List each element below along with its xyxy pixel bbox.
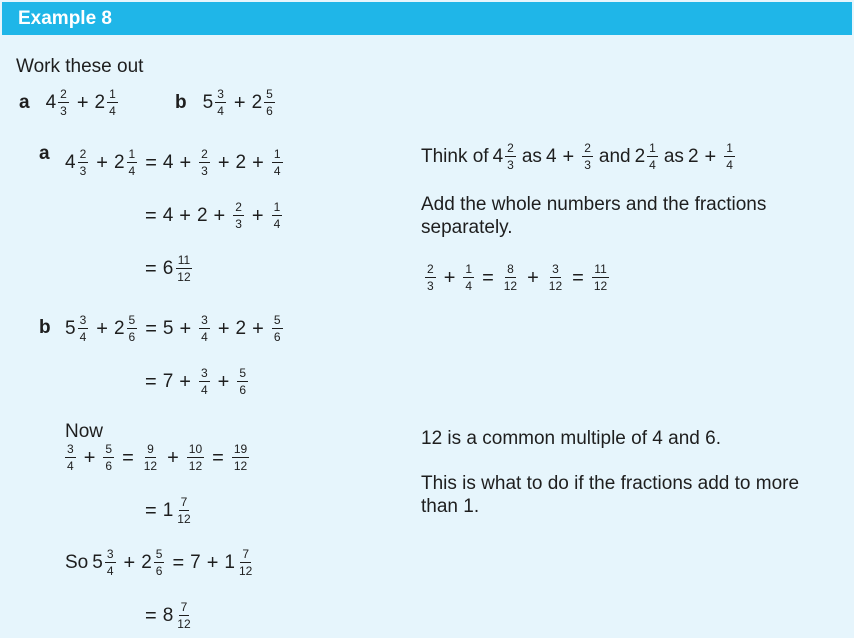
fraction	[107, 88, 118, 117]
whole-number: 4	[545, 146, 557, 167]
fraction	[505, 142, 516, 171]
numerator: 2	[584, 141, 591, 155]
mixed-whole: 6	[162, 258, 174, 279]
numerator: 3	[106, 547, 114, 561]
note-text: as	[521, 146, 542, 167]
equals-sign: =	[122, 446, 134, 469]
number: 6	[705, 428, 716, 449]
so-label: So	[65, 552, 89, 573]
denominator: 4	[273, 217, 281, 231]
fraction	[502, 263, 519, 292]
mixed-whole: 2	[251, 92, 263, 113]
numerator: 3	[217, 87, 224, 101]
question-b-label: b	[175, 92, 187, 113]
fraction	[592, 263, 609, 292]
question-intro: Work these out	[16, 56, 144, 77]
numerator: 5	[105, 442, 113, 456]
plus-sign: +	[179, 204, 191, 227]
fraction	[264, 88, 275, 117]
denominator: 12	[188, 459, 203, 473]
whole-number: 2	[235, 318, 247, 339]
plus-sign: +	[179, 370, 191, 393]
numerator: 1	[649, 141, 656, 155]
numerator: 3	[201, 313, 208, 327]
plus-sign: +	[251, 204, 264, 227]
numerator: 2	[201, 147, 208, 161]
whole-number: 5	[162, 318, 174, 339]
numerator: 1	[109, 87, 116, 101]
numerator: 7	[180, 495, 188, 509]
equals-sign: =	[172, 551, 185, 574]
whole-number: 2	[196, 205, 208, 226]
fraction	[272, 201, 283, 230]
note-add-line1: Add the whole numbers and the fractions	[421, 194, 767, 215]
fraction	[65, 443, 76, 472]
denominator: 6	[266, 104, 273, 118]
plus-sign: +	[217, 317, 230, 340]
numerator: 1	[273, 200, 281, 214]
fraction	[463, 263, 474, 292]
plus-sign: +	[527, 266, 539, 289]
fraction	[425, 263, 436, 292]
denominator: 12	[233, 459, 248, 473]
fraction	[582, 142, 593, 171]
question-a	[19, 88, 120, 117]
equals-sign: =	[145, 370, 157, 393]
solution-a-line3	[145, 254, 195, 283]
fraction	[78, 314, 89, 343]
denominator: 12	[143, 459, 158, 473]
whole-number: 7	[162, 371, 174, 392]
now-result	[145, 496, 195, 525]
mixed-whole: 8	[162, 605, 174, 626]
numerator: 2	[427, 262, 434, 276]
equals-sign: =	[212, 446, 224, 469]
mixed-whole: 4	[45, 92, 57, 113]
note-text: than	[421, 496, 464, 517]
question-a-label: a	[19, 92, 30, 113]
fraction	[154, 548, 165, 577]
plus-sign: +	[76, 91, 89, 114]
note-what-line2	[421, 495, 479, 519]
fraction	[199, 314, 210, 343]
denominator: 4	[200, 383, 208, 397]
fraction	[105, 548, 116, 577]
now-line	[63, 443, 251, 472]
denominator: 3	[427, 279, 434, 293]
numerator: 10	[188, 442, 203, 456]
mixed-whole: 2	[634, 146, 646, 167]
denominator: 12	[239, 564, 253, 578]
equals-sign: =	[145, 499, 157, 522]
example-header: Example 8	[2, 2, 852, 35]
plus-sign: +	[167, 446, 179, 469]
fraction	[237, 367, 248, 396]
denominator: 3	[507, 158, 514, 172]
note-think-of	[421, 142, 737, 171]
mixed-whole: 5	[65, 318, 76, 339]
fraction	[142, 443, 159, 472]
numerator: 5	[239, 366, 247, 380]
numerator: 2	[507, 141, 514, 155]
plus-sign: +	[252, 317, 264, 340]
note-text: is a common multiple of	[442, 428, 653, 449]
mixed-whole: 1	[224, 552, 235, 573]
numerator: 5	[155, 547, 163, 561]
denominator: 3	[235, 217, 242, 231]
denominator: 6	[239, 383, 247, 397]
final-result	[145, 601, 195, 630]
denominator: 3	[79, 164, 87, 178]
fraction	[272, 314, 283, 343]
mixed-whole: 5	[202, 92, 214, 113]
numerator: 9	[147, 442, 154, 456]
plus-sign: +	[443, 266, 456, 289]
mixed-whole: 4	[492, 146, 504, 167]
note-sum	[423, 263, 611, 292]
plus-sign: +	[704, 145, 717, 168]
denominator: 6	[273, 330, 281, 344]
note-what-line1: This is what to do if the fractions add to more	[421, 473, 800, 494]
denominator: 4	[106, 564, 114, 578]
note-text: and	[598, 146, 631, 167]
equals-sign: =	[145, 204, 157, 227]
plus-sign: +	[83, 446, 96, 469]
denominator: 12	[177, 617, 191, 631]
numerator: 8	[507, 262, 514, 276]
plus-sign: +	[179, 151, 192, 174]
fraction	[187, 443, 204, 472]
fraction	[103, 443, 114, 472]
solution-b-line1	[65, 314, 285, 343]
denominator: 4	[217, 104, 224, 118]
numerator: 3	[552, 262, 559, 276]
denominator: 4	[726, 158, 733, 172]
fraction	[547, 263, 564, 292]
numerator: 1	[726, 141, 733, 155]
denominator: 4	[79, 330, 87, 344]
fraction	[232, 443, 249, 472]
plus-sign: +	[217, 370, 230, 393]
solution-b-label: b	[39, 317, 51, 338]
fraction	[127, 148, 138, 177]
denominator: 12	[177, 270, 191, 284]
whole-number: 2	[687, 146, 699, 167]
note-common-multiple	[421, 427, 721, 451]
equals-sign: =	[145, 604, 157, 627]
fraction	[199, 367, 210, 396]
solution-a-line2	[145, 201, 284, 230]
fraction	[647, 142, 658, 171]
equals-sign: =	[145, 317, 157, 340]
plus-sign: +	[123, 551, 136, 574]
mixed-whole: 5	[92, 552, 103, 573]
fraction	[233, 201, 244, 230]
solution-a-label: a	[39, 143, 50, 164]
equals-sign: =	[572, 266, 584, 289]
denominator: 4	[67, 459, 74, 473]
denominator: 6	[105, 459, 113, 473]
plus-sign: +	[96, 151, 108, 174]
denominator: 12	[548, 279, 563, 293]
denominator: 6	[155, 564, 163, 578]
denominator: 4	[465, 279, 473, 293]
solution-a-line1	[65, 148, 285, 177]
numerator: 1	[128, 147, 136, 161]
so-line	[65, 548, 256, 577]
note-text: .	[715, 428, 721, 449]
denominator: 4	[201, 330, 208, 344]
numerator: 1	[465, 262, 473, 276]
plus-sign: +	[213, 204, 226, 227]
denominator: 4	[273, 164, 281, 178]
mixed-whole: 2	[113, 318, 125, 339]
number: 1	[463, 496, 474, 517]
fraction	[175, 254, 192, 283]
numerator: 7	[180, 600, 188, 614]
denominator: 4	[649, 158, 656, 172]
mixed-whole: 2	[94, 92, 106, 113]
numerator: 3	[200, 366, 208, 380]
whole-number: 7	[190, 552, 201, 573]
numerator: 5	[128, 313, 136, 327]
numerator: 11	[177, 253, 191, 267]
plus-sign: +	[179, 317, 192, 340]
equals-sign: =	[145, 257, 157, 280]
whole-number: 2	[235, 152, 247, 173]
numerator: 2	[235, 200, 242, 214]
number: 12	[421, 428, 443, 449]
equals-sign: =	[482, 266, 494, 289]
numerator: 2	[60, 87, 67, 101]
numerator: 11	[594, 262, 607, 276]
fraction	[199, 148, 210, 177]
fraction	[237, 548, 254, 577]
denominator: 12	[503, 279, 518, 293]
note-text: and	[662, 428, 706, 449]
numerator: 3	[67, 442, 74, 456]
denominator: 6	[128, 330, 136, 344]
mixed-whole: 2	[141, 552, 152, 573]
note-text: as	[663, 146, 684, 167]
note-add-line2: separately.	[421, 217, 513, 238]
number: 4	[652, 428, 663, 449]
mixed-whole: 4	[65, 152, 76, 173]
denominator: 12	[593, 279, 608, 293]
plus-sign: +	[206, 551, 219, 574]
plus-sign: +	[217, 151, 230, 174]
now-label: Now	[65, 421, 104, 442]
denominator: 3	[584, 158, 591, 172]
denominator: 4	[128, 164, 136, 178]
fraction	[127, 314, 138, 343]
denominator: 3	[60, 104, 67, 118]
numerator: 2	[79, 147, 87, 161]
numerator: 5	[273, 313, 281, 327]
whole-number: 4	[162, 205, 174, 226]
fraction	[58, 88, 69, 117]
question-b	[175, 88, 277, 117]
note-text: Think of	[421, 146, 489, 167]
fraction	[175, 601, 192, 630]
mixed-whole: 1	[162, 500, 174, 521]
plus-sign: +	[562, 145, 575, 168]
numerator: 1	[273, 147, 281, 161]
denominator: 3	[201, 164, 208, 178]
numerator: 7	[242, 547, 250, 561]
plus-sign: +	[96, 317, 108, 340]
note-text: .	[473, 496, 480, 517]
fraction	[78, 148, 89, 177]
plus-sign: +	[233, 91, 246, 114]
fraction	[175, 496, 192, 525]
numerator: 5	[266, 87, 273, 101]
solution-b-line2	[145, 367, 250, 396]
equals-sign: =	[145, 151, 157, 174]
fraction	[215, 88, 226, 117]
plus-sign: +	[252, 151, 264, 174]
fraction	[724, 142, 735, 171]
denominator: 12	[177, 512, 191, 526]
denominator: 4	[109, 104, 116, 118]
mixed-whole: 2	[113, 152, 125, 173]
fraction	[272, 148, 283, 177]
numerator: 3	[79, 313, 87, 327]
numerator: 19	[233, 442, 248, 456]
whole-number: 4	[162, 152, 174, 173]
